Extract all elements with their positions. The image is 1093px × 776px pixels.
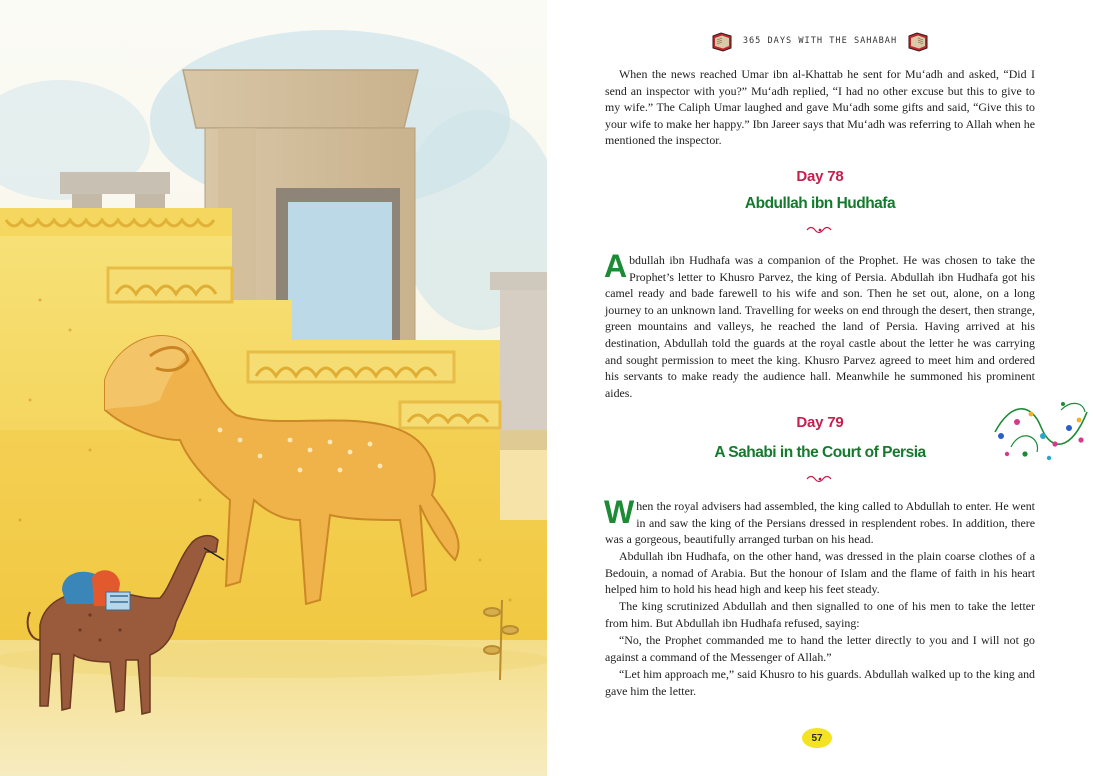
day-79-p4: “No, the Prophet commanded me to hand the letter directly to you and I will not go against a command of the Messenger of Allah.” bbox=[605, 633, 1035, 664]
running-header bbox=[547, 24, 1093, 58]
book-title: 365 DAYS WITH THE SAHABAH bbox=[742, 36, 898, 46]
page-number: 57 bbox=[802, 728, 832, 748]
day-78-paragraph bbox=[604, 248, 1035, 401]
day-79-p5: “Let him approach me,” said Khusro to his guards. Abdullah walked up to the king and gave him the letter. bbox=[605, 667, 1035, 698]
book-icon bbox=[907, 30, 929, 52]
day-78-label: Day 78 bbox=[796, 168, 844, 185]
drop-cap: A bbox=[604, 248, 628, 284]
day-79-label: Day 79 bbox=[796, 414, 844, 431]
day-78-heading: Abdullah ibn Hudhafa bbox=[744, 195, 896, 212]
day-79-heading: A Sahabi in the Court of Persia bbox=[714, 444, 926, 461]
intro-paragraph: When the news reached Umar ibn al-Khattab he sent for Mu‘adh and asked, “Did I send an inspector with you?” Mu‘adh replied, “I had no other excuse but this to give to my wife.” The Caliph Umar laughed and gave Mu‘adh some gifts and said, “Give this to your wife to make her happy.” Ibn Jareer says that Mu‘adh was referring to Allah when he mentioned the inspector. bbox=[605, 67, 1035, 148]
flourish-divider-icon bbox=[805, 225, 835, 235]
day-79-p1 bbox=[604, 494, 1035, 548]
day-79-p1-text: hen the royal advisers had assembled, the king called to Abdullah to enter. He went in and saw the king of the Persians dressed in resplendent robes. In addition, there was a gorgeous, beautifully arranged turban on his head. bbox=[605, 499, 1035, 547]
day-79-p3: The king scrutinized Abdullah and then signalled to one of his men to take the letter from him. But Abdullah ibn Hudhafa refused, saying: bbox=[605, 599, 1035, 630]
text-page bbox=[547, 0, 1093, 776]
day-78-text: bdullah ibn Hudhafa was a companion of the Prophet. He was chosen to take the Prophet’s letter to Khusro Parvez, the king of Persia. Abdullah ibn Hudhafa got his camel ready and bade farewell to his wife and son. Then he set out, alone, on a long journey to an unknown land. Travelling for weeks on end through the desert, then strange, green mountains and valleys, he reached the land of Persia. Having arrived at his destination, Abdullah told the guards at the royal castle about the letter he was carrying and sought permission to meet the king. Khusro Parvez agreed to meet him and ordered his servants to make ready the audience hall. Meanwhile he summoned his prominent aides. bbox=[605, 253, 1035, 400]
book-icon bbox=[711, 30, 733, 52]
drop-cap: W bbox=[604, 494, 635, 530]
day-79-p2: Abdullah ibn Hudhafa, on the other hand, was dressed in the plain coarse clothes of a Bedouin, a nomad of Arabia. But the honour of Islam and the flame of faith in his heart helped him to hold his head high and keep his feet steady. bbox=[605, 549, 1035, 597]
flourish-divider-icon bbox=[805, 474, 835, 484]
